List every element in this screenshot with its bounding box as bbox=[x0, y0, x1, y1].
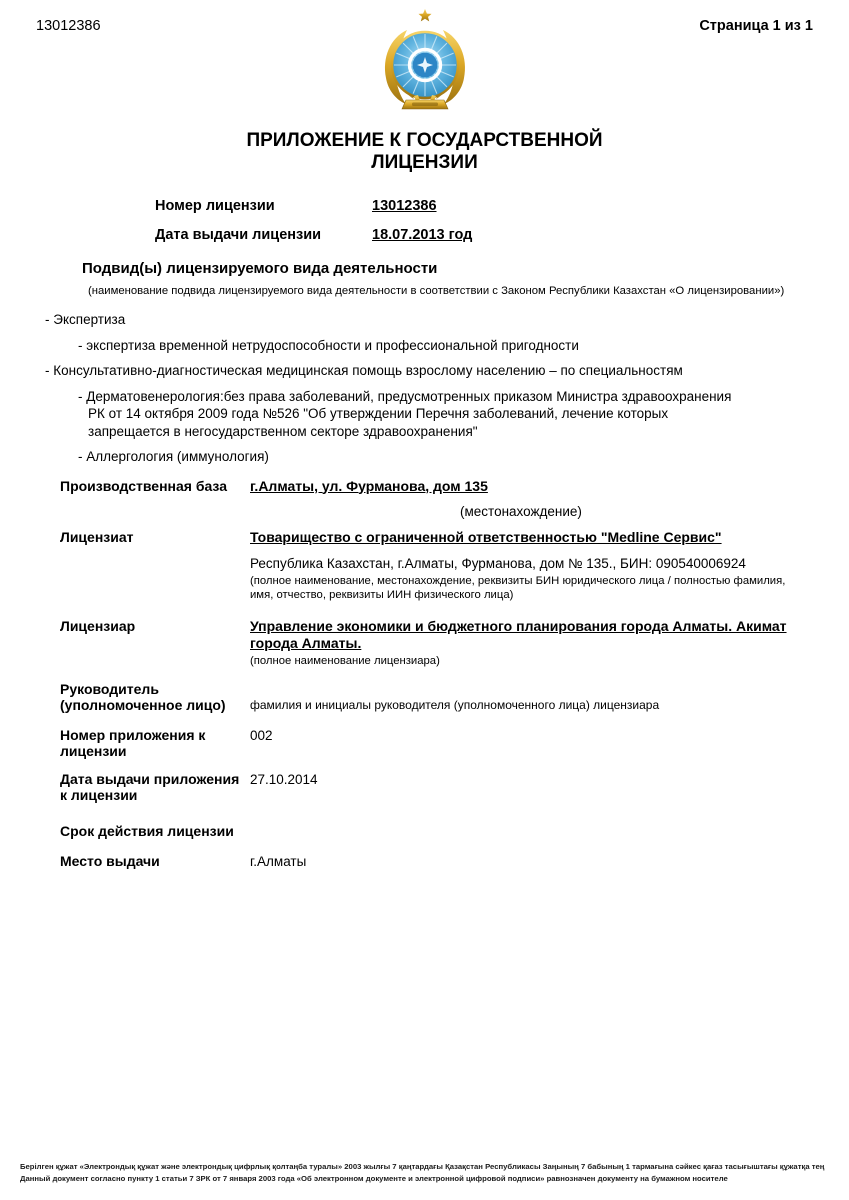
list-item: - экспертиза временной нетрудоспособности и профессиональной пригодности bbox=[78, 337, 579, 353]
subtypes-list bbox=[0, 311, 849, 466]
licensor-row bbox=[60, 618, 813, 668]
list-item: - Дерматовенерология:без права заболеваний, предусмотренных приказом Министра здравоохранения РК от 14 октября 2009 года №526 "Об утверждении Перечня заболеваний, лечение которых запрещается в негосударственном секторе здравоохранения" bbox=[78, 388, 732, 439]
head-label: Руководитель (уполномоченное лицо) bbox=[60, 680, 226, 713]
legal-footer-line-kk: Берілген құжат «Электрондық құжат және электрондық цифрлық қолтаңба туралы» 2003 жылғы 7 қаңтардағы Қазақстан Республикасы Заңының 7 бабының 1 тармағына сәйкес қағаз тасығыштағы құжатқа тең bbox=[20, 1162, 825, 1171]
attachment-date-row bbox=[60, 771, 813, 804]
production-base-note: (местонахождение) bbox=[460, 503, 582, 519]
issue-place-label: Место выдачи bbox=[60, 853, 160, 869]
licensor-label: Лицензиар bbox=[60, 617, 136, 634]
license-issue-date-row bbox=[155, 227, 849, 243]
licensee-label: Лицензиат bbox=[60, 528, 134, 545]
subtypes-heading: Подвид(ы) лицензируемого вида деятельности bbox=[82, 260, 438, 277]
page-indicator: Страница 1 из 1 bbox=[699, 18, 813, 34]
validity-label: Срок действия лицензии bbox=[60, 822, 234, 839]
attachment-number-label: Номер приложения к лицензии bbox=[60, 726, 206, 759]
licensor-note: (полное наименование лицензиара) bbox=[250, 654, 440, 667]
attachment-date-label: Дата выдачи приложения к лицензии bbox=[60, 770, 240, 803]
list-item: - Экспертиза bbox=[45, 312, 126, 327]
license-issue-date-label: Дата выдачи лицензии bbox=[155, 227, 322, 243]
license-number-label: Номер лицензии bbox=[155, 198, 275, 214]
attachment-date-value: 27.10.2014 bbox=[250, 771, 318, 787]
legal-footer-line-ru: Данный документ согласно пункту 1 статьи 7 ЗРК от 7 января 2003 года «Об электронном документе и электронной цифровой подписи» равнозначен документу на бумажном носителе bbox=[20, 1173, 728, 1183]
production-base-value: г.Алматы, ул. Фурманова, дом 135 bbox=[250, 477, 488, 494]
license-meta bbox=[155, 198, 849, 243]
licensee-details: Республика Казахстан, г.Алматы, Фурманова, дом № 135., БИН: 090540006924 bbox=[250, 555, 746, 571]
validity-row bbox=[60, 823, 813, 840]
document-number: 13012386 bbox=[36, 18, 101, 34]
page-header bbox=[0, 0, 849, 118]
list-item: - Консультативно-диагностическая медицинская помощь взрослому населению – по специальностям bbox=[45, 363, 683, 378]
subtypes-section bbox=[0, 260, 849, 466]
license-issue-date-value: 18.07.2013 год bbox=[372, 227, 473, 243]
production-base-row bbox=[60, 478, 813, 519]
licensor-value: Управление экономики и бюджетного планирования города Алматы. Акимат города Алматы. bbox=[250, 617, 787, 651]
issue-place-value: г.Алматы bbox=[250, 854, 307, 869]
head-row bbox=[60, 681, 813, 714]
kazakhstan-coat-of-arms-icon bbox=[376, 8, 474, 114]
head-value: фамилия и инициалы руководителя (уполномоченного лица) лицензиара bbox=[250, 697, 660, 712]
licensee-row bbox=[60, 529, 813, 602]
attachment-number-value: 002 bbox=[250, 727, 273, 743]
attachment-number-row bbox=[60, 727, 813, 760]
license-number-value: 13012386 bbox=[372, 198, 437, 214]
legal-footer bbox=[20, 1161, 837, 1184]
list-item: - Аллергология (иммунология) bbox=[78, 449, 269, 464]
license-number-row bbox=[155, 198, 849, 214]
licensee-note: (полное наименование, местонахождение, реквизиты БИН юридического лица / полностью фамилия, имя, отчество, реквизиты ИИН физического лица) bbox=[250, 574, 786, 601]
fields-section bbox=[60, 478, 813, 871]
page-title: ПРИЛОЖЕНИЕ К ГОСУДАРСТВЕННОЙ ЛИЦЕНЗИИ bbox=[246, 130, 603, 173]
production-base-label: Производственная база bbox=[60, 477, 227, 494]
issue-place-row bbox=[60, 853, 813, 870]
subtypes-note: (наименование подвида лицензируемого вида деятельности в соответствии с Законом Республики Казахстан «О лицензировании») bbox=[88, 285, 785, 297]
licensee-value: Товарищество с ограниченной ответственностью "Medline Сервис" bbox=[250, 528, 722, 545]
